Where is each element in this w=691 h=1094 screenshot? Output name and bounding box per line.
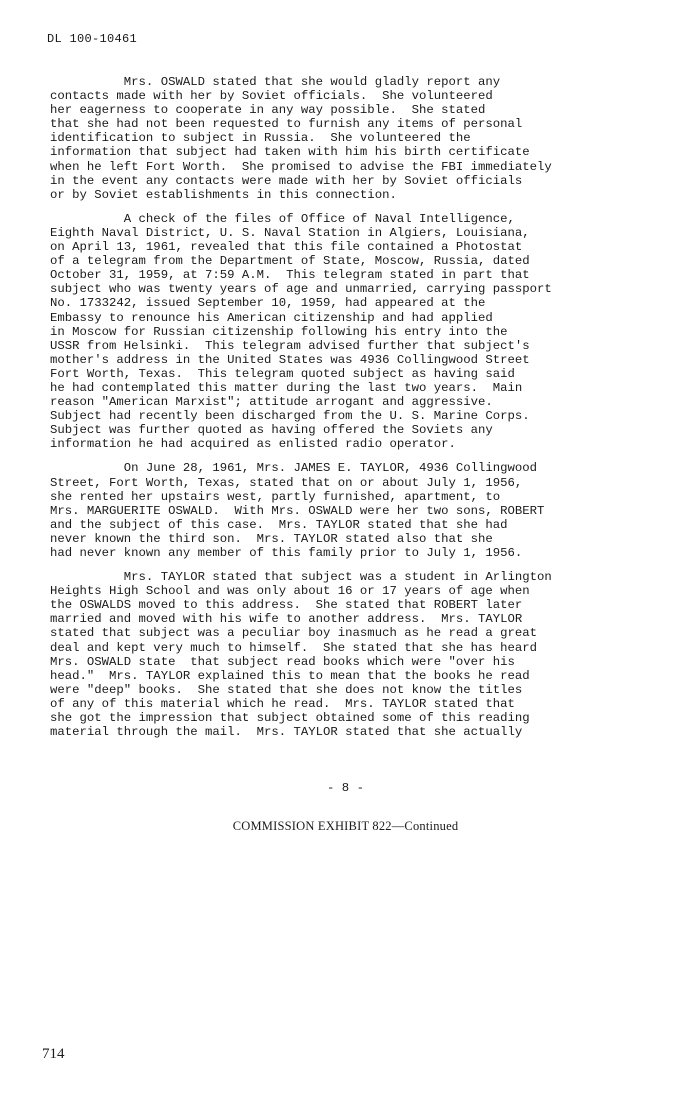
text-line: Mrs. OSWALD stated that she would gladly report any [50,75,501,89]
text-line: had never known any member of this family prior to July 1, 1956. [50,546,523,560]
text-line: were "deep" books. She stated that she does not know the titles [50,682,523,697]
text-line: Mrs. OSWALD state that subject read books which were "over his [50,654,515,669]
paragraph [50,570,640,739]
text-line: Embassy to renounce his American citizenship and had applied [50,310,493,325]
text-line: in Moscow for Russian citizenship following his entry into the [50,324,508,339]
text-line: Street, Fort Worth, Texas, stated that on or about July 1, 1956, [50,475,523,490]
file-number: DL 100-10461 [47,32,138,46]
text-line: never known the third son. Mrs. TAYLOR stated also that she [50,531,493,546]
text-line: the OSWALDS moved to this address. She stated that ROBERT later [50,598,523,613]
text-line: Subject was further quoted as having offered the Soviets any [50,423,493,438]
text-line: of any of this material which he read. Mrs. TAYLOR stated that [50,696,515,711]
text-line: deal and kept very much to himself. She stated that she has heard [50,640,538,655]
volume-page-number: 714 [42,1046,65,1062]
text-line: Fort Worth, Texas. This telegram quoted subject as having said [50,366,515,381]
text-line: in the event any contacts were made with her by Soviet officials [50,173,523,188]
text-line: identification to subject in Russia. She volunteered the [50,131,471,146]
text-line: Heights High School and was only about 16 or 17 years of age when [50,584,530,599]
text-line: No. 1733242, issued September 10, 1959, had appeared at the [50,296,486,311]
text-line: stated that subject was a peculiar boy inasmuch as he read a great [50,626,538,641]
text-line: reason "American Marxist"; attitude arrogant and aggressive. [50,395,493,410]
text-line: subject who was twenty years of age and unmarried, carrying passport [50,282,552,297]
text-line: information that subject had taken with him his birth certificate [50,145,530,160]
text-line: material through the mail. Mrs. TAYLOR stated that she actually [50,725,523,740]
paragraph [50,75,640,202]
text-line: On June 28, 1961, Mrs. JAMES E. TAYLOR, 4936 Collingwood [50,461,538,476]
text-line: head." Mrs. TAYLOR explained this to mean that the books he read [50,668,530,683]
paragraph [50,461,640,560]
text-line: of a telegram from the Department of State, Moscow, Russia, dated [50,254,530,269]
text-line: and the subject of this case. Mrs. TAYLOR stated that she had [50,517,508,532]
text-line: he had contemplated this matter during the last two years. Main [50,380,523,395]
text-line: or by Soviet establishments in this connection. [50,187,397,202]
paragraph [50,212,640,452]
document-body [50,75,640,749]
text-line: her eagerness to cooperate in any way possible. She stated [50,103,486,118]
text-line: A check of the files of Office of Naval Intelligence, [50,211,515,226]
text-line: mother's address in the United States was 4936 Collingwood Street [50,352,530,367]
text-line: married and moved with his wife to another address. Mrs. TAYLOR [50,612,523,627]
text-line: information he had acquired as enlisted radio operator. [50,437,456,452]
text-line: she got the impression that subject obtained some of this reading [50,711,530,726]
text-line: contacts made with her by Soviet officials. She volunteered [50,89,493,104]
text-line: that she had not been requested to furnish any items of personal [50,117,523,132]
text-line: Eighth Naval District, U. S. Naval Station in Algiers, Louisiana, [50,225,530,240]
text-line: she rented her upstairs west, partly furnished, apartment, to [50,489,501,504]
text-line: October 31, 1959, at 7:59 A.M. This telegram stated in part that [50,268,530,283]
text-line: USSR from Helsinki. This telegram advised further that subject's [50,338,530,353]
text-line: Mrs. TAYLOR stated that subject was a student in Arlington [50,570,552,585]
exhibit-caption: COMMISSION EXHIBIT 822—Continued [232,819,459,833]
text-line: when he left Fort Worth. She promised to advise the FBI immediately [50,159,552,174]
page-number: - 8 - [327,781,364,795]
text-line: on April 13, 1961, revealed that this file contained a Photostat [50,240,523,255]
text-line: Mrs. MARGUERITE OSWALD. With Mrs. OSWALD were her two sons, ROBERT [50,503,545,518]
text-line: Subject had recently been discharged from the U. S. Marine Corps. [50,409,530,424]
